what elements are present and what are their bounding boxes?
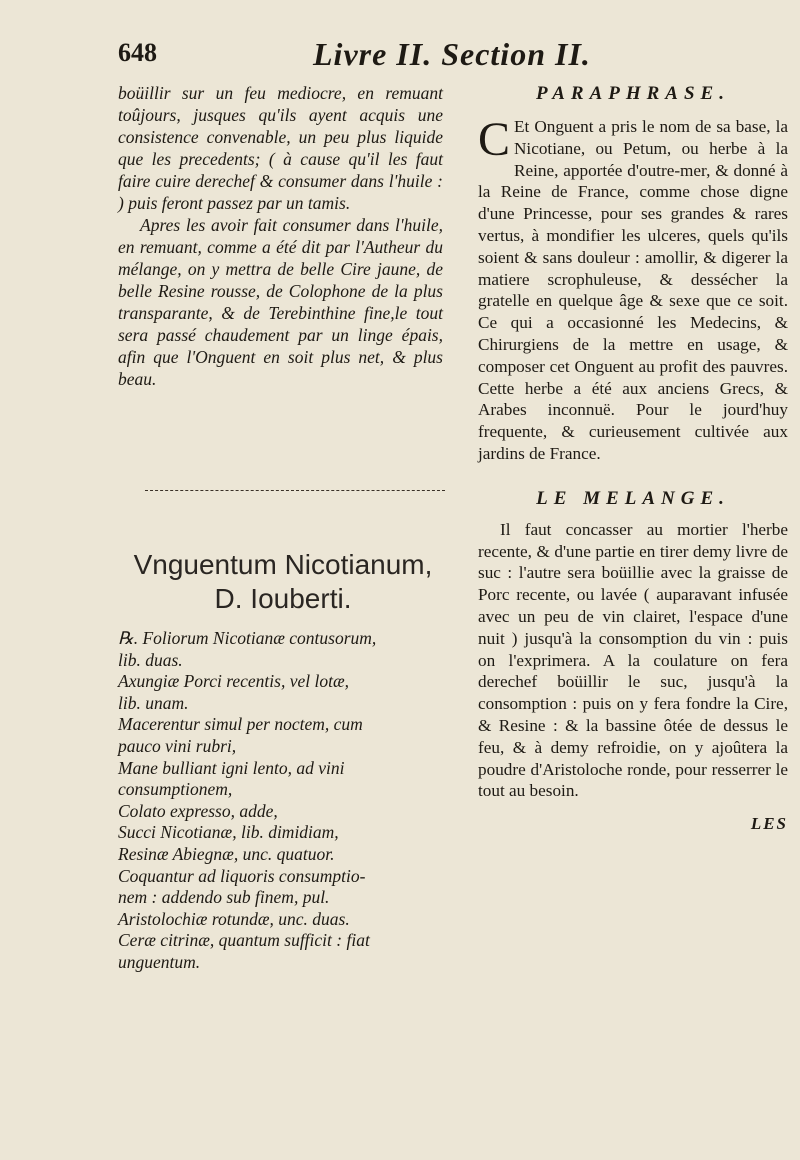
page-number: 648 xyxy=(118,38,157,67)
paraphrase-heading: PARAPHRASE. xyxy=(536,83,730,104)
recipe-line: Mane bulliant igni lento, ad vini xyxy=(118,757,345,778)
recipe-title xyxy=(118,548,448,616)
paraphrase-text: Et Onguent a pris le nom de sa base, la Nicotiane, ou Petum, ou herbe à la Reine, apportée d'outre-mer, & donné à la Reine de France, comme chose digne d'une Princesse, pour ses grandes & rares vertus, à mondifier les ulceres, quels qu'ils soient & sans douleur : amollir, & digerer la matiere scrophuleuse, & dessécher la gratelle en quelque âge & sexe que ce soit. Ce qui a occasionné les Medecins, & Chirurgiens de la mettre en usage, & composer cet Onguent au profit des pauvres. Cette herbe a été aux anciens Grecs, & Arabes inconnuë. Pour le jourd'huy frequente, & curieusement cultivée aux jardins de France. xyxy=(478,117,788,463)
recipe-line: unguentum. xyxy=(118,951,201,972)
section-divider-rule xyxy=(145,490,445,491)
melange-paragraph: Il faut concasser au mortier l'herbe recente, & d'une partie en tirer demy livre de suc : l'autre sera boüillie avec la graisse de Porc recente, ou lavée ( auparavant infusée avec un peu de vin clairet, l'espace d'une nuit ) jusqu'à la consomption du vin : puis on l'exprimera. A la coulature on fera derechef boüillir le suc, jusqu'à la consomption : puis on y fera fondre la Cire, & Resine : & la bassine ôtée de dessus le feu, & à demy refroidie, on y ajoûtera la poudre d'Aristoloche ronde, pour resserrer le tout au besoin. xyxy=(478,519,788,801)
recipe-line: Succi Nicotianæ, lib. dimidiam, xyxy=(118,822,339,843)
recipe-line: Colato expresso, adde, xyxy=(118,800,278,821)
paraphrase-paragraph xyxy=(478,113,788,465)
recipe-line: Aristolochiæ rotundæ, unc. duas. xyxy=(118,908,350,929)
left-paragraph-1: boüillir sur un feu mediocre, en remuant toûjours, jusques qu'ils ayent acquis une consistence convenable, un peu plus liquide que les precedents; ( à cause qu'il les faut faire cuire derechef & consumer dans l'huile : ) puis feront passez par un tamis. xyxy=(118,83,443,213)
recipe-line: Resinæ Abiegnæ, unc. quatuor. xyxy=(118,843,335,864)
drop-cap: C xyxy=(478,113,511,166)
recipe-line: Axungiæ Porci recentis, vel lotæ, xyxy=(118,671,350,692)
recipe-line: nem : addendo sub finem, pul. xyxy=(118,887,330,908)
right-column xyxy=(478,82,788,834)
left-paragraph-2: Apres les avoir fait consumer dans l'huile, en remuant, comme a été dit par l'Autheur du mélange, on y mettra de belle Cire jaune, de belle Resine rousse, de Colophone de la plus transparante, & de Terebinthine fine,le tout sera passé chaudement par un linge épais, afin que l'Onguent en soit plus net, & plus beau. xyxy=(118,215,443,389)
recipe-line: pauco vini rubri, xyxy=(118,735,237,756)
recipe-line: consumptionem, xyxy=(118,779,233,800)
left-column xyxy=(118,82,443,390)
recipe-title-line-1: Vnguentum Nicotianum, xyxy=(133,549,433,580)
melange-heading: LE MELANGE. xyxy=(536,487,730,509)
catchword: LES xyxy=(750,814,788,834)
page-header xyxy=(118,36,678,76)
recipe-line: Macerentur simul per noctem, cum xyxy=(118,714,363,735)
recipe-line: lib. duas. xyxy=(118,649,183,670)
recipe-line: Coquantur ad liquoris consumptio- xyxy=(118,865,366,886)
running-title: Livre II. Section II. xyxy=(313,36,591,72)
recipe-line: Ceræ citrinæ, quantum sufficit : fiat xyxy=(118,930,370,951)
recipe-ingredients xyxy=(118,628,448,974)
recipe-line: ℞. Foliorum Nicotianæ contusorum, xyxy=(118,628,377,648)
recipe-line: lib. unam. xyxy=(118,692,189,713)
recipe-title-line-2: D. Iouberti. xyxy=(214,583,352,614)
